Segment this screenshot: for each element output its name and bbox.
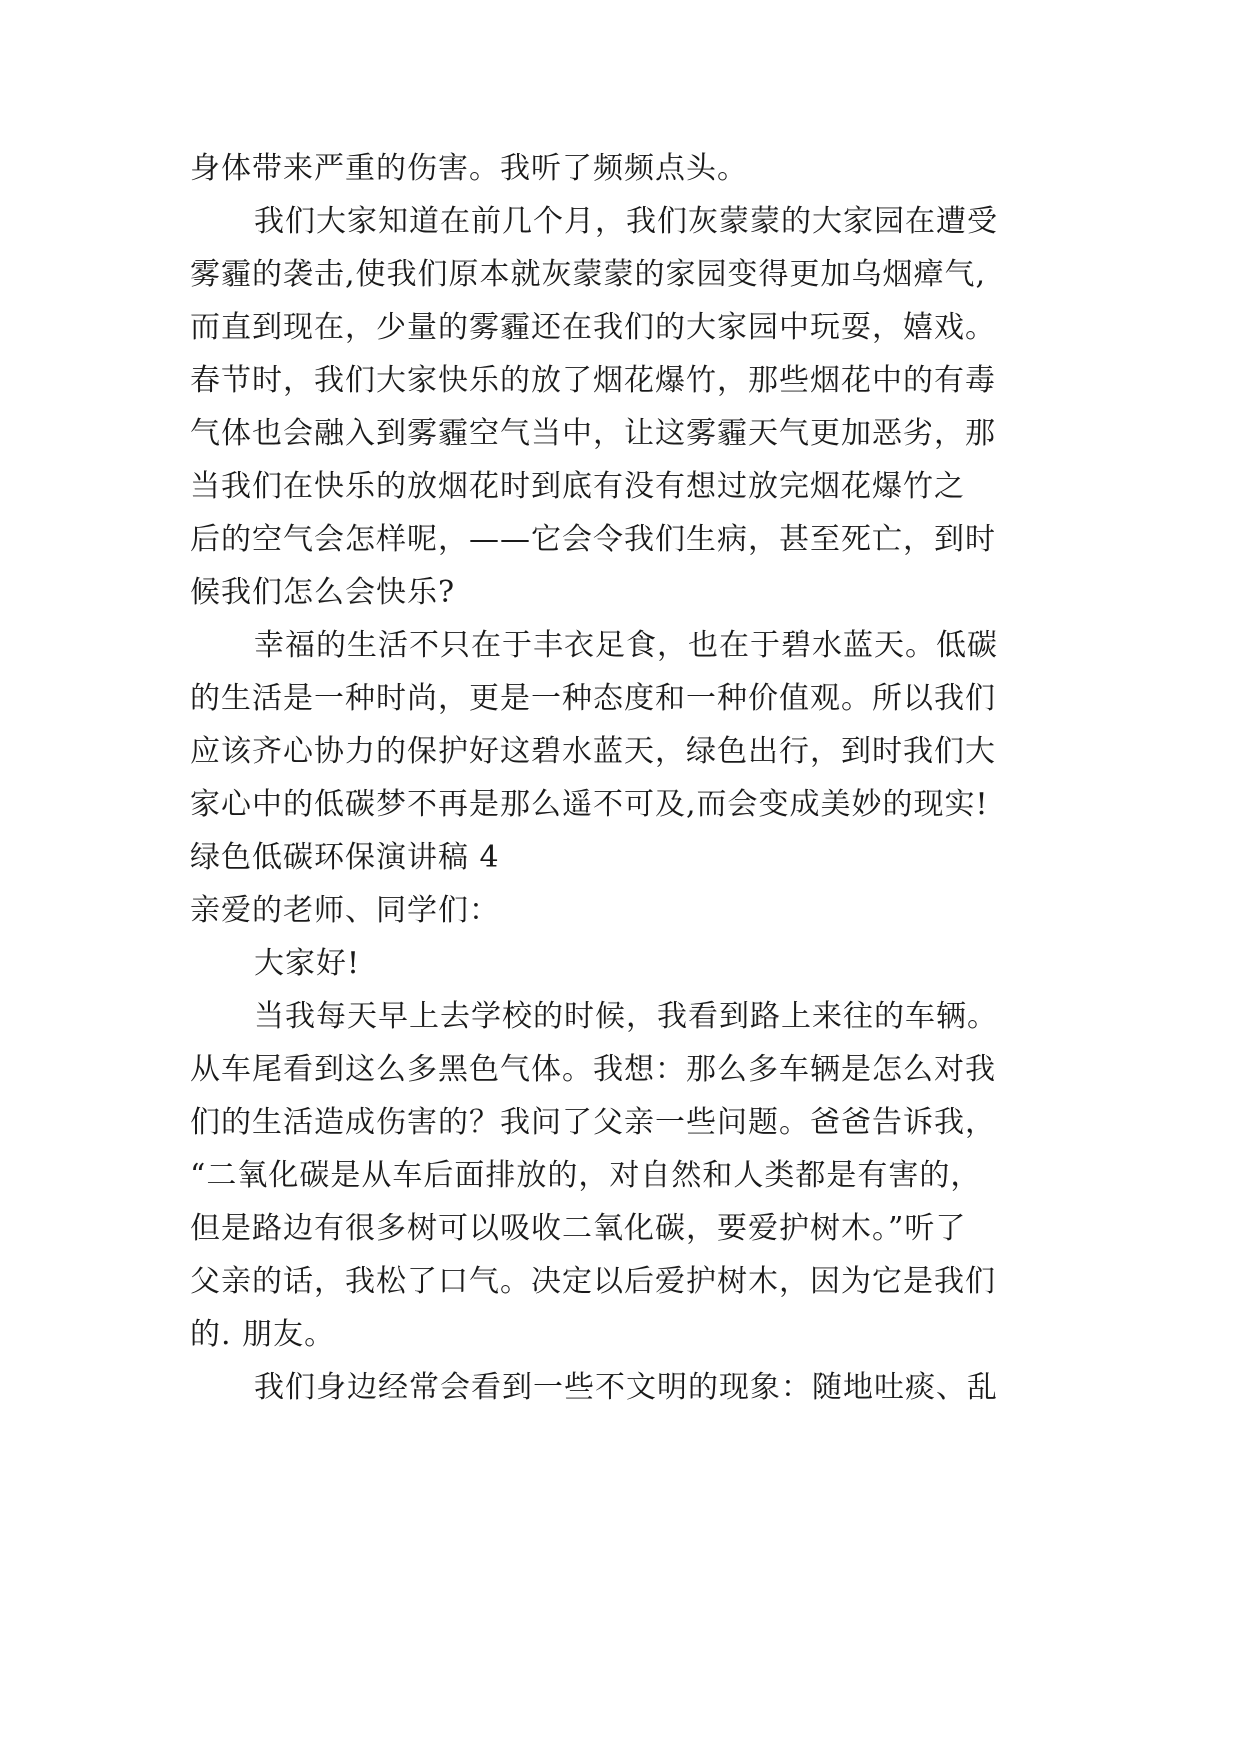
text-line: 当我们在快乐的放烟花时到底有没有想过放完烟花爆竹之 xyxy=(190,469,965,504)
paragraph-start-line: 我们大家知道在前几个月，我们灰蒙蒙的大家园在遭受 xyxy=(254,204,998,239)
text-line: 气体也会融入到雾霾空气当中，让这雾霾天气更加恶劣，那 xyxy=(190,416,996,451)
text-line: 后的空气会怎样呢，——它会令我们生病，甚至死亡，到时 xyxy=(190,522,996,557)
paragraph-start-line: 幸福的生活不只在于丰衣足食，也在于碧水蓝天。低碳 xyxy=(254,628,998,663)
text-line: 父亲的话，我松了口气。决定以后爱护树木，因为它是我们 xyxy=(190,1264,996,1299)
text-line: 应该齐心协力的保护好这碧水蓝天，绿色出行，到时我们大 xyxy=(190,734,996,769)
paragraph-start-line: 我们身边经常会看到一些不文明的现象：随地吐痰、乱 xyxy=(254,1370,998,1405)
text-line: “二氧化碳是从车后面排放的，对自然和人类都是有害的， xyxy=(190,1158,982,1193)
text-line: 但是路边有很多树可以吸收二氧化碳，要爱护树木。”听了 xyxy=(190,1211,967,1246)
text-line: 家心中的低碳梦不再是那么遥不可及,而会变成美妙的现实! xyxy=(190,787,989,822)
salutation: 亲爱的老师、同学们： xyxy=(190,893,500,928)
text-line: 而直到现在，少量的雾霾还在我们的大家园中玩耍，嬉戏。 xyxy=(190,310,996,345)
text-line: 雾霾的袭击,使我们原本就灰蒙蒙的家园变得更加乌烟瘴气, xyxy=(190,257,987,292)
text-line: 春节时，我们大家快乐的放了烟花爆竹，那些烟花中的有毒 xyxy=(190,363,996,398)
paragraph-start-line: 当我每天早上去学校的时候，我看到路上来往的车辆。 xyxy=(254,999,998,1034)
section-title: 绿色低碳环保演讲稿 4 xyxy=(190,840,500,875)
text-line: 的. 朋友。 xyxy=(190,1317,336,1352)
text-line: 身体带来严重的伤害。我听了频频点头。 xyxy=(190,151,748,186)
text-line: 的生活是一种时尚，更是一种态度和一种价值观。所以我们 xyxy=(190,681,996,716)
text-line: 从车尾看到这么多黑色气体。我想：那么多车辆是怎么对我 xyxy=(190,1052,996,1087)
text-line: 们的生活造成伤害的？我问了父亲一些问题。爸爸告诉我， xyxy=(190,1105,996,1140)
text-line: 候我们怎么会快乐? xyxy=(190,575,456,610)
greeting: 大家好! xyxy=(254,946,361,981)
